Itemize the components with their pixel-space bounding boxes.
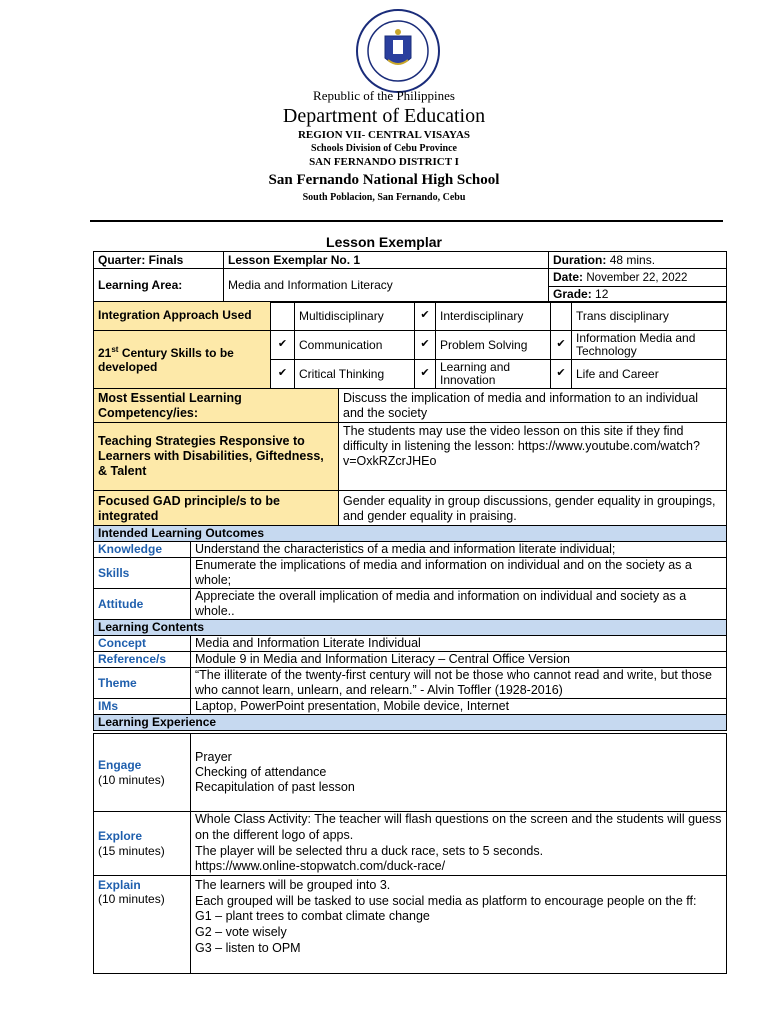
check-icon: ✔ (271, 360, 295, 389)
date-cell (549, 269, 727, 287)
grade-value: 12 (595, 287, 609, 302)
department-name: Department of Education (282, 105, 486, 127)
skills-outcome-value: Enumerate the implications of media and information on individual and on the society as a whole; (191, 558, 727, 589)
engage-content: Prayer Checking of attendance Recapitulation of past lesson (191, 734, 727, 812)
ims-value: Laptop, PowerPoint presentation, Mobile device, Internet (191, 699, 727, 715)
ilo-heading: Intended Learning Outcomes (94, 526, 727, 542)
skill-critical-thinking: Critical Thinking (295, 360, 415, 389)
theme-label: Theme (94, 668, 191, 699)
outcomes-table (93, 525, 727, 731)
strategies-value: The students may use the video lesson on this site if they find difficulty in listening the lesson: https://www.youtube.com/watch?v=OxkRZcrJHEo (339, 423, 727, 491)
skill-learning-innovation: Learning and Innovation (436, 360, 551, 389)
integration-label: Integration Approach Used (94, 302, 271, 331)
explore-time: (15 minutes) (98, 843, 165, 858)
duration-cell: Duration: 48 mins. (549, 252, 727, 269)
check-icon: ✔ (415, 331, 436, 360)
gad-label: Focused GAD principle/s to be integrated (94, 491, 339, 527)
grade-label: Grade: (553, 287, 592, 302)
engage-label: Engage (98, 758, 142, 773)
quarter-cell: Quarter: Finals (94, 252, 224, 269)
attitude-label: Attitude (94, 589, 191, 620)
check-icon: ✔ (415, 360, 436, 389)
district-line: SAN FERNANDO DISTRICT I (309, 156, 459, 168)
division-line: Schools Division of Cebu Province (311, 143, 457, 154)
skills-outcome-label: Skills (94, 558, 191, 589)
explain-time: (10 minutes) (98, 892, 165, 907)
skills-label: 21st Century Skills to be developed (94, 331, 271, 389)
school-name: San Fernando National High School (268, 172, 500, 188)
republic-line: Republic of the Philippines (313, 88, 455, 103)
check-icon: ✔ (551, 360, 572, 389)
skill-communication: Communication (295, 331, 415, 360)
explore-label: Explore (98, 829, 143, 844)
strategies-label: Teaching Strategies Responsive to Learners with Disabilities, Giftedness, & Talent (94, 423, 339, 491)
deped-seal-icon (355, 8, 441, 94)
engage-time: (10 minutes) (98, 772, 165, 787)
skill-life-career: Life and Career (572, 360, 727, 389)
integration-multidisciplinary: Multidisciplinary (295, 302, 415, 331)
explain-label-cell (94, 876, 191, 974)
check-icon: ✔ (551, 331, 572, 360)
melc-label: Most Essential Learning Competency/ies: (94, 389, 339, 423)
integration-interdisciplinary: Interdisciplinary (436, 302, 551, 331)
lesson-number-cell: Lesson Exemplar No. 1 (224, 252, 549, 269)
duration-label: Duration: (553, 252, 607, 267)
knowledge-label: Knowledge (94, 542, 191, 558)
check-icon: ✔ (415, 302, 436, 331)
contents-heading: Learning Contents (94, 620, 727, 636)
theme-value: “The illiterate of the twenty-first century will not be those who cannot read and write, but those who cannot learn, unlearn, and relearn.” - Alvin Toffler (1928-2016) (191, 668, 727, 699)
concept-label: Concept (94, 636, 191, 652)
concept-value: Media and Information Literate Individual (191, 636, 727, 652)
gad-value: Gender equality in group discussions, gender equality in groupings, and gender equality in praising. (339, 491, 727, 527)
competency-table (93, 388, 727, 527)
duration-value: 48 mins (609, 252, 652, 267)
date-label: Date: (553, 269, 584, 284)
attitude-value: Appreciate the overall implication of media and information on individual and society as a whole.. (191, 589, 727, 620)
region-line: REGION VII- CENTRAL VISAYAS (297, 129, 471, 141)
references-label: Reference/s (94, 652, 191, 668)
integration-table (93, 301, 727, 389)
integration-transdisciplinary: Trans disciplinary (572, 302, 727, 331)
explain-content: The learners will be grouped into 3. Each grouped will be tasked to use social media as platform to encourage people on the ff: G1 – plant trees to combat climate change G2 – vote wisely G3 – listen to OPM (191, 876, 727, 974)
melc-value: Discuss the implication of media and information to an individual and the society (339, 389, 727, 423)
learning-area-value: Media and Information Literacy (224, 269, 549, 303)
skill-problem-solving: Problem Solving (436, 331, 551, 360)
explore-label-cell (94, 812, 191, 876)
doc-title: Lesson Exemplar (326, 234, 442, 250)
date-value: November 22, 2022 (586, 271, 688, 284)
explain-label: Explain (98, 878, 141, 892)
explore-content: Whole Class Activity: The teacher will flash questions on the screen and the students will guess on the different logo of apps. The player will be selected thru a duck race, sets to 5 seconds. https://www.online-stopwatch.com/duck-race/ (191, 812, 727, 876)
school-address: South Poblacion, San Fernando, Cebu (302, 192, 466, 203)
knowledge-value: Understand the characteristics of a media and information literate individual; (191, 542, 727, 558)
ims-label: IMs (94, 699, 191, 715)
lesson-info-table (93, 251, 727, 303)
skill-info-media-tech: Information Media and Technology (572, 331, 727, 360)
learning-area-label: Learning Area: (94, 269, 224, 303)
experience-heading: Learning Experience (94, 715, 727, 731)
check-icon: ✔ (271, 331, 295, 360)
references-value: Module 9 in Media and Information Literacy – Central Office Version (191, 652, 727, 668)
header-divider (90, 220, 723, 222)
engage-label-cell (94, 734, 191, 812)
experience-table (93, 733, 727, 974)
